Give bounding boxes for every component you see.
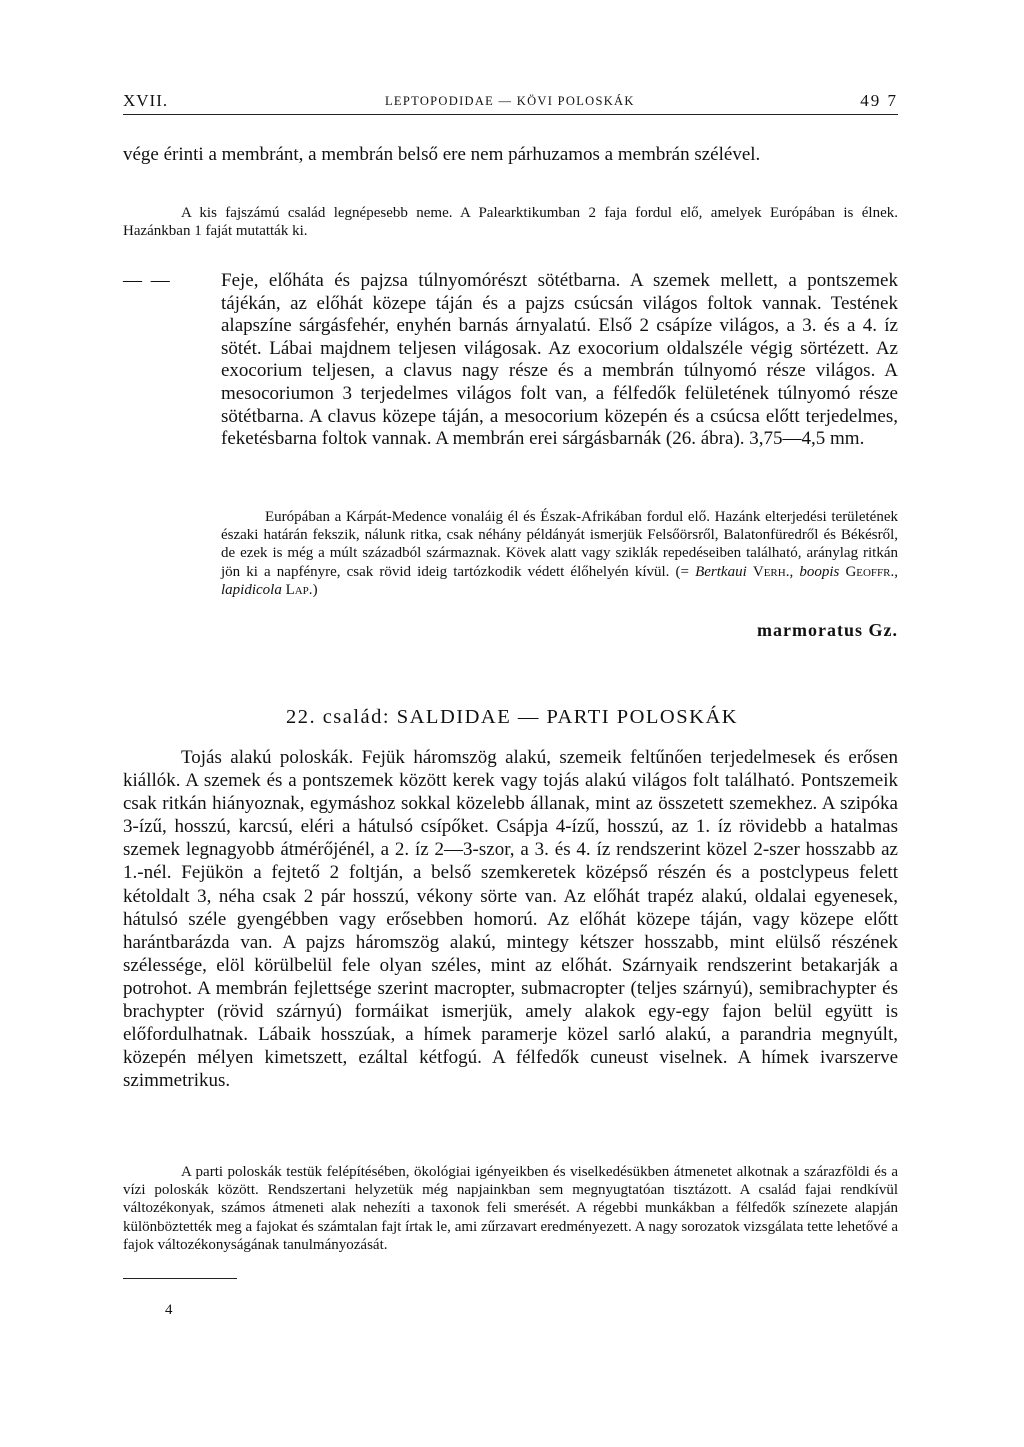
distribution-text: Európában a Kárpát-Medence vonaláig él és Észak-Afrikában fordul elő. Hazánk elterjedési területének északi határán fekszik, nálunk ritka, csak néhány példányát ismerjük Felsőörsről, Balatonfüredről és Békésről, de ezek is még a múlt századból származnak. Kövek alatt vagy sziklák repedéseiben található, aránylag ritkán jön ki a napfényre, csak rövid ideig tartózkodik védett élőhelyén kívül.: [221, 509, 898, 580]
sheet-mark: 4: [165, 1302, 173, 1318]
family-note: A parti poloskák testük felépítésében, ökológiai igényeikben és viselkedésükben átmenetet alkotnak a szárazföldi és a vízi poloskák között. Rendszertani helyzetük még napjainkban sem megnyugtatóan tisztázott. A család fajai rendkívül változékonyak, számos átmeneti alak nehezíti a taxonok feli smerését. A régebbi munkákban a félfedők színezete alapján különböztették meg a fajokat és számtalan fajt írtak le, ami zűrzavart eredményezett. A nagy sorozatok vizsgálata tette lehetővé a fajok változékonyságának tanulmányozását.: [123, 1164, 898, 1253]
running-header: [123, 88, 898, 115]
running-title: LEPTOPODIDAE — KÖVI POLOSKÁK: [385, 94, 635, 108]
synonym-author: Geoffr.: [845, 563, 895, 580]
species-name: [757, 620, 898, 641]
species-description: Feje, előháta és pajzsa túlnyomórészt sötétbarna. A szemek mellett, a pontszemek tájékán, az előhát közepe táján és a pajzs csúcsán világos foltok vannak. Testének alapszíne sárgásfehér, enyhén barnás árnyalatú. Első 2 csápíze világos, a 3. és a 4. íz sötét. Lábai majdnem teljesen világosak. Az exocorium oldalszéle végig sörtézett. Az exocorium teljesen, a clavus nagy része és a membrán túlnyomó része világos. A mesocoriumon 3 terjedelmes világos folt van, a félfedők felületének túlnyomó része sötétbarna. A clavus közepe táján, a mesocorium közepén és a csúcsa előtt terjedelmes, feketésbarna foltok vannak. A membrán erei sárgásbarnák (26. ábra). 3,75—4,5 mm.: [221, 270, 898, 450]
species-epithet: marmoratus: [757, 620, 863, 640]
paragraph-continuation: vége érinti a membránt, a membrán belső ere nem párhuzamos a membrán szélével.: [123, 144, 761, 165]
synonym-name: lapidicola: [221, 581, 282, 598]
synonym-name: boopis: [799, 563, 840, 580]
key-dash: — —: [123, 270, 172, 291]
synonym-author: Verh.: [752, 563, 790, 580]
synonyms: (= Bertkaui Verh., boopis Geoffr., lapidicola Lap.): [221, 563, 899, 598]
synonym-name: Bertkaui: [695, 563, 747, 580]
species-author: Gz.: [868, 620, 898, 640]
family-description: Tojás alakú poloskák. Fejük háromszög alakú, szemeik feltűnően terjedelmesek és erősen kiállók. A szemek és a pontszemek között kerek vagy tojás alakú világos folt található. Pontszemeik csak ritkán hiányoznak, egymáshoz sokkal közelebb állanak, mint az összetett szemekhez. A szipóka 3-ízű, hosszú, karcsú, eléri a hátulsó csípőket. Csápja 4-ízű, hosszú, az 1. íz rövidebb a hatalmas szemek legnagyobb átmérőjénél, a 2. íz 2—3-szor, a 3. és 4. íz rendszerint közel 2-szer hosszabb az 1.-nél. Fejükön a fejtető 2 foltján, a belső szemkeretek középső részén és a postclypeus felett kétoldalt 3, néha csak 2 pár hosszú, vékony sörte van. Az előhát trapéz alakú, oldalai egyenesek, hátulsó széle gyengébben vagy erősebben homorú. Az előhát közepe táján, vagy közepe előtt harántbarázda van. A pajzs háromszög alakú, mintegy kétszer hosszabb, mint elülső részének szélessége, elöl körülbelül fele olyan széles, mint az előhát. Szárnyaik rendszerint betakarják a potrohot. A membrán fejlettsége szerint macropter, submacropter (teljes szárnyú), semibrachypter és brachypter (rövid szárnyú) formáikat ismerjük, amely alakok egy-egy fajon belül együtt is előfordulhatnak. Lábaik hosszúak, a hímek paramerje közel sarló alakú, a parandria megnyúlt, közepén mélyen kimetszett, ezáltal kétfogú. A félfedők cuneust viselnek. A hímek ivarszerve szimmetrikus.: [123, 747, 898, 1092]
footer-rule: [123, 1278, 237, 1279]
key-entry: [123, 270, 898, 451]
chapter-number: XVII.: [123, 91, 169, 110]
distribution-note: [221, 508, 898, 599]
page-number: 49 7: [860, 91, 898, 110]
genus-note: A kis fajszámú család legnépesebb neme. A Palearktikumban 2 faja fordul elő, amelyek Európában is élnek. Hazánkban 1 faját mutatták ki.: [123, 205, 898, 240]
section-heading: 22. család: SALDIDAE — PARTI POLOSKÁK: [285, 706, 739, 728]
synonym-author: Lap.: [285, 581, 313, 598]
